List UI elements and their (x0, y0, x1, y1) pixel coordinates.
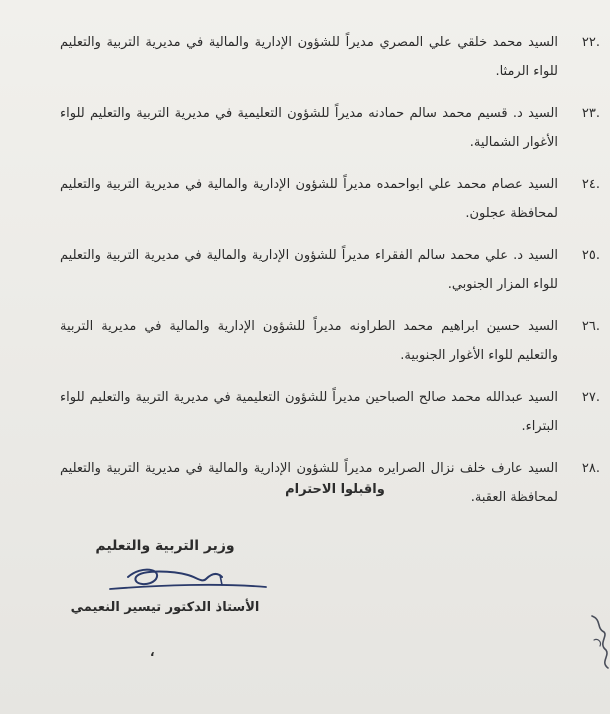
item-text: السيد عصام محمد علي ابواحمده مديراً للشؤون الإدارية والمالية في مديرية التربية والتعليم لمحافظة عجلون. (60, 177, 558, 221)
item-text: السيد حسين ابراهيم محمد الطراونه مديراً للشؤون الإدارية والمالية في مديرية التربية والتعليم للواء الأغوار الجنوبية. (60, 319, 558, 363)
list-item (60, 28, 600, 86)
item-text: السيد محمد خلقي علي المصري مديراً للشؤون الإدارية والمالية في مديرية التربية والتعليم للواء الرمثا. (60, 35, 558, 79)
list-item (60, 99, 600, 157)
item-text: السيد د. علي محمد سالم الفقراء مديراً للشؤون الإدارية والمالية في مديرية التربية والتعليم للواء المزار الجنوبي. (60, 248, 558, 292)
margin-scribble (588, 610, 610, 670)
stray-mark: ، (150, 645, 155, 659)
list-item (60, 383, 600, 441)
item-text: السيد د. قسيم محمد سالم حمادنه مديراً للشؤون التعليمية في مديرية التربية والتعليم للواء الأغوار الشمالية. (60, 106, 558, 150)
item-number: .٢٧ (581, 390, 600, 405)
minister-name: الأستاذ الدكتور تيسير النعيمي (70, 600, 260, 615)
item-number: .٢٤ (581, 177, 600, 192)
list-item (60, 170, 600, 228)
item-text: السيد عبدالله محمد صالح الصباحين مديراً للشؤون التعليمية في مديرية التربية والتعليم للواء البتراء. (60, 390, 558, 434)
item-number: .٢٥ (581, 248, 600, 263)
item-number: .٢٢ (581, 35, 600, 50)
signature-image (70, 555, 270, 605)
closing-salutation: واقبلوا الاحترام (285, 482, 385, 497)
item-number: .٢٨ (581, 461, 600, 476)
appointment-list (60, 28, 600, 525)
item-number: .٢٦ (581, 319, 600, 334)
item-text: السيد عارف خلف نزال الصرايره مديراً للشؤون الإدارية والمالية في مديرية التربية والتعليم لمحافظة العقبة. (60, 461, 558, 505)
list-item (60, 241, 600, 299)
item-number: .٢٣ (581, 106, 600, 121)
list-item (60, 312, 600, 370)
minister-title: وزير التربية والتعليم (95, 538, 235, 554)
